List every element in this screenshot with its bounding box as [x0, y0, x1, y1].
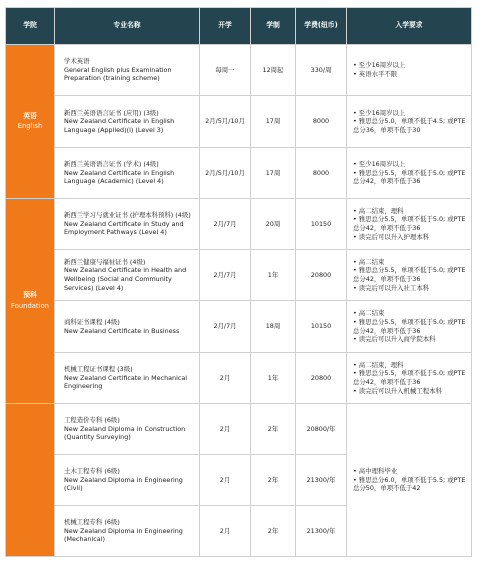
- duration-cell: 1年: [251, 353, 296, 404]
- duration-cell: 17周: [251, 96, 296, 148]
- fee-cell: 21300/年: [296, 506, 347, 557]
- requirement-line: • 高二结束，理科: [353, 206, 404, 215]
- requirement-line: • 高二结束: [353, 309, 385, 318]
- intake-cell: 2月/5月/10月: [200, 96, 251, 148]
- category-zh: 预科: [23, 291, 37, 300]
- program-name: [55, 199, 200, 250]
- program-name-en: New Zealand Certificate in English Language (Applied)(l) (Level 3): [64, 117, 175, 134]
- program-name-en: New Zealand Certificate in English Language (Academic) (Level 4): [64, 168, 175, 186]
- program-name-en: New Zealand Diploma in Construction (Quantity Surveying): [64, 424, 186, 442]
- program-name: [55, 404, 200, 455]
- header-intake: 开学: [200, 8, 251, 45]
- requirement-line: • 英语水平不限: [353, 70, 398, 78]
- category-zh: 英语: [23, 111, 37, 120]
- program-name-en: New Zealand Certificate in Health and Wellbeing (Social and Community Services) (Level 4): [64, 266, 187, 292]
- intake-cell: 每周一: [200, 45, 251, 96]
- duration-cell: 17周: [251, 148, 296, 199]
- program-name-zh: 机械工程证书课程 (3级): [64, 365, 133, 374]
- program-name: [55, 148, 200, 199]
- course-table: [5, 7, 472, 557]
- program-name-zh: 新西兰英语语言证书 (学术) (4级): [64, 160, 159, 169]
- fee-cell: 10150: [296, 301, 347, 353]
- fee-cell: 8000: [296, 148, 347, 199]
- program-name-zh: 机械工程专科 (6级): [64, 518, 120, 527]
- program-name-zh: 新西兰学习与就业证书 (护理本科预科) (4级): [64, 211, 191, 220]
- fee-cell: 20800/年: [296, 404, 347, 455]
- intake-cell: 2月: [200, 404, 251, 455]
- requirements-cell: [347, 45, 472, 96]
- requirement-line: • 读完后可以升入社工本科: [353, 283, 430, 292]
- duration-cell: 2年: [251, 506, 296, 557]
- program-name: [55, 250, 200, 301]
- program-name: [55, 353, 200, 404]
- requirement-line: • 雅思总分6.0，单项不低于5.5; 或PTE总分50，单项不低于42: [353, 475, 466, 493]
- requirements-cell: [347, 353, 472, 404]
- header-fee: 学费(纽币): [296, 8, 347, 45]
- requirement-line: • 雅思总分5.5，单项不低于5.0; 或PTE总分42，单项不低于36: [353, 266, 466, 283]
- requirement-line: • 读完后可以升入护理本科: [353, 232, 430, 241]
- requirement-line: • 雅思总分5.5，单项不低于5.0; 或PTE总分42，单项不低于36: [353, 317, 466, 335]
- program-name: [55, 506, 200, 557]
- program-name-en: New Zealand Diploma in Engineering (Civil): [64, 475, 183, 493]
- program-name-en: General English plus Examination Preparation (training scheme): [64, 65, 172, 83]
- duration-cell: 18周: [251, 301, 296, 353]
- fee-cell: 8000: [296, 96, 347, 148]
- category-foundation: [6, 199, 55, 404]
- requirement-line: • 高中理科毕业: [353, 467, 398, 476]
- program-name-zh: 新西兰英语语言证书 (应用) (3级): [64, 108, 159, 117]
- intake-cell: 2月/5月/10月: [200, 148, 251, 199]
- program-name-zh: 新西兰健康与福祉证书 (4级): [64, 257, 146, 266]
- table-row: [6, 353, 472, 404]
- requirement-line: • 至少16周岁以上: [353, 61, 406, 70]
- intake-cell: 2月: [200, 506, 251, 557]
- duration-cell: 20周: [251, 199, 296, 250]
- program-name-zh: 土木工程专科 (6级): [64, 467, 120, 476]
- table-row: [6, 96, 472, 148]
- requirement-line: • 雅思总分5.0，单项不低于4.5; 或PTE总分36，单项不低于30: [353, 117, 466, 134]
- duration-cell: 12周起: [251, 45, 296, 96]
- program-name: [55, 455, 200, 506]
- category-diploma: [6, 404, 55, 557]
- intake-cell: 2月/7月: [200, 250, 251, 301]
- requirements-cell: [347, 301, 472, 353]
- program-name-zh: 工程造价专科 (6级): [64, 416, 120, 425]
- intake-cell: 2月/7月: [200, 301, 251, 353]
- requirements-cell: [347, 96, 472, 148]
- requirement-line: • 雅思总分5.5，单项不低于5.0; 或PTE总分42，单项不低于36: [353, 369, 466, 386]
- requirement-line: • 高二结束，理科: [353, 360, 404, 369]
- requirement-line: • 雅思总分5.5，单项不低于5.0; 或PTE总分42，单项不低于36: [353, 168, 466, 186]
- fee-cell: 330/周: [296, 45, 347, 96]
- requirement-line: • 雅思总分5.5，单项不低于5.0; 或PTE总分42，单项不低于36: [353, 215, 466, 232]
- program-name-en: New Zealand Diploma in Engineering (Mechanical): [64, 526, 183, 544]
- table-row: [6, 250, 472, 301]
- requirement-line: • 读完后可以升入机械工程本科: [353, 386, 442, 395]
- fee-cell: 20800: [296, 250, 347, 301]
- intake-cell: 2月: [200, 455, 251, 506]
- table-row: [6, 199, 472, 250]
- program-name-en: New Zealand Certificate in Study and Employment Pathways (Level 4): [64, 219, 184, 237]
- category-en: Foundation: [11, 301, 49, 310]
- intake-cell: 2月/7月: [200, 199, 251, 250]
- table-row: [6, 301, 472, 353]
- program-name-zh: 学术英语: [64, 57, 90, 66]
- duration-cell: 2年: [251, 455, 296, 506]
- header-requirements: 入学要求: [347, 8, 472, 45]
- fee-cell: 10150: [296, 199, 347, 250]
- fee-cell: 20800: [296, 353, 347, 404]
- table-row: [6, 404, 472, 455]
- requirements-cell: [347, 199, 472, 250]
- requirements-cell: [347, 404, 472, 557]
- table-row: [6, 148, 472, 199]
- requirement-line: • 高二结束: [353, 257, 385, 266]
- header-category: 学院: [6, 8, 55, 45]
- fee-cell: 21300/年: [296, 455, 347, 506]
- header-program: 专业名称: [55, 8, 200, 45]
- duration-cell: 1年: [251, 250, 296, 301]
- requirements-cell: [347, 148, 472, 199]
- intake-cell: 2月: [200, 353, 251, 404]
- program-name: [55, 96, 200, 148]
- program-name-zh: 商科证书课程 (4级): [64, 317, 120, 326]
- table-header: [6, 8, 472, 45]
- requirements-cell: [347, 250, 472, 301]
- program-name-en: New Zealand Certificate in Mechanical Engineering: [64, 373, 188, 391]
- table-row: [6, 45, 472, 96]
- duration-cell: 2年: [251, 404, 296, 455]
- program-name: [55, 301, 200, 353]
- category-en: English: [17, 122, 43, 130]
- requirement-line: • 至少16周岁以上: [353, 160, 406, 169]
- requirement-line: • 至少16周岁以上: [353, 108, 406, 117]
- program-name: [55, 45, 200, 96]
- header-duration: 学制: [251, 8, 296, 45]
- category-english: [6, 45, 55, 199]
- requirement-line: • 读完后可以升入商学院本科: [353, 335, 436, 344]
- program-name-en: New Zealand Certificate in Business: [64, 326, 180, 335]
